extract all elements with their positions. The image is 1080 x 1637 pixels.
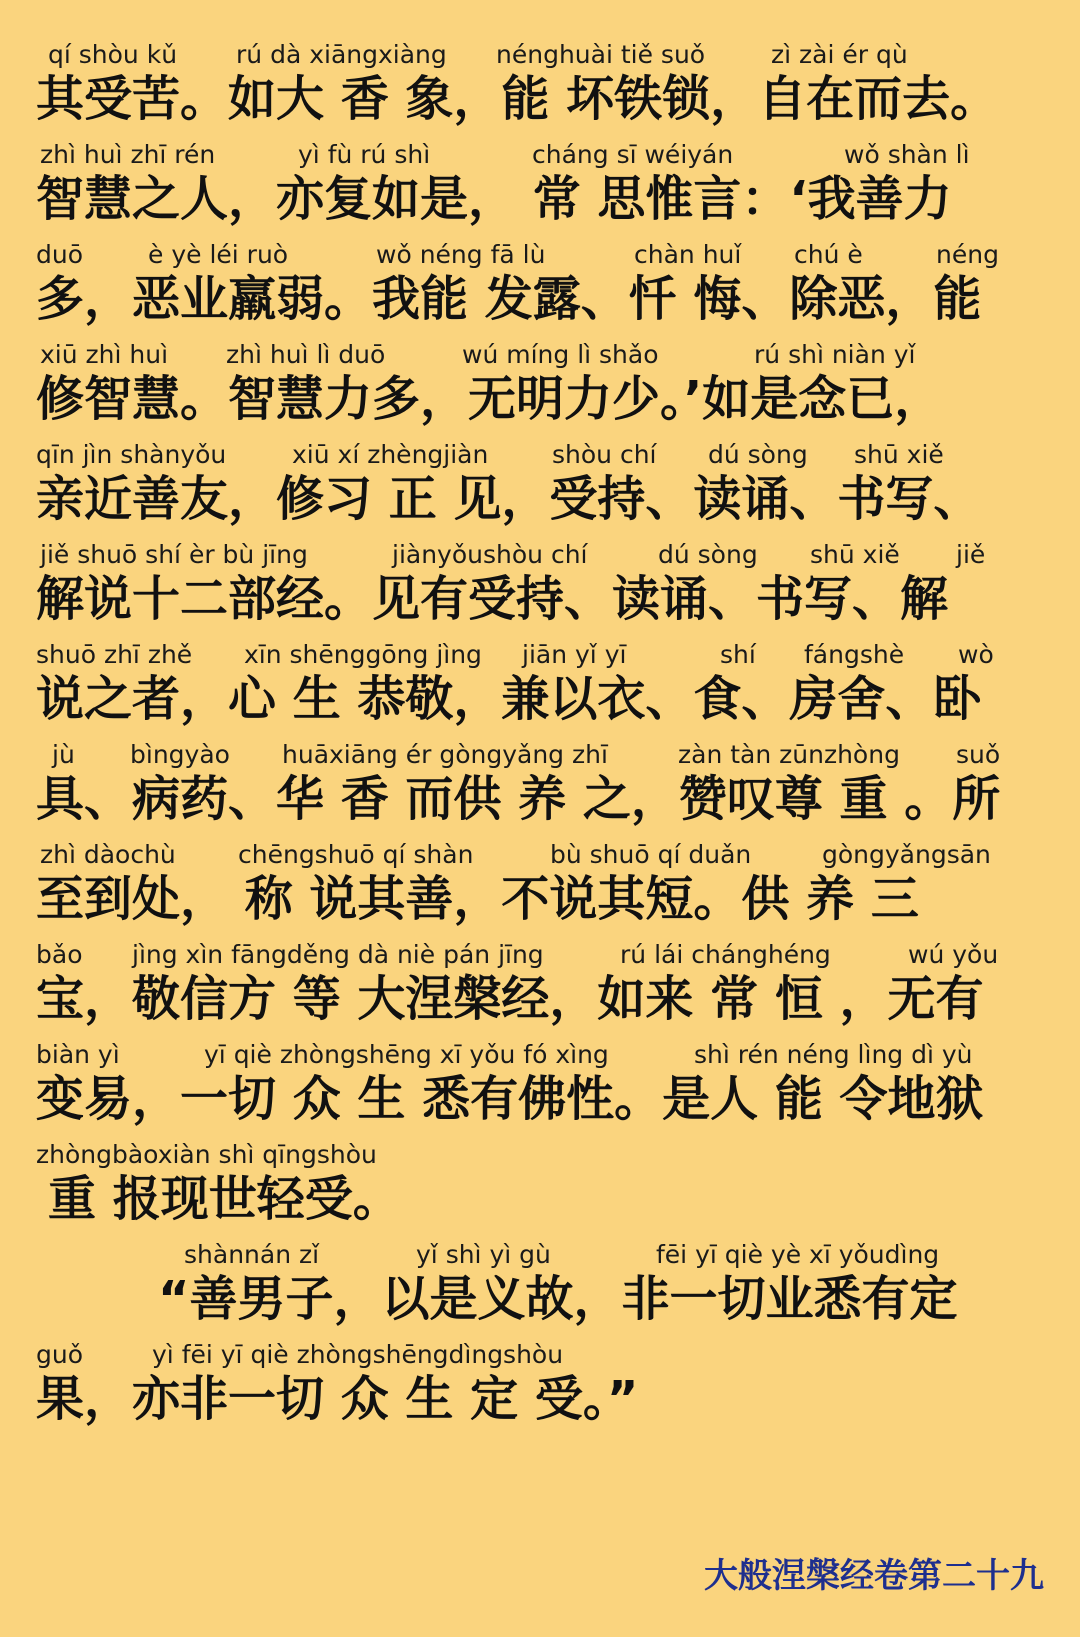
hanzi-line: 重 报现世轻受。	[48, 1171, 401, 1227]
pinyin-segment: xīn shēnggōng jìng	[244, 640, 482, 669]
pinyin-segment: zì zài ér qù	[771, 40, 908, 69]
hanzi-line: 多，恶业羸弱。我能 发露、忏 悔、除恶，能	[36, 271, 982, 327]
hanzi-line: 至到处， 称 说其善，不说其短。供 养 三	[36, 871, 919, 927]
pinyin-segment: rú dà xiāngxiàng	[236, 40, 447, 69]
pinyin-segment: rú shì niàn yǐ	[754, 340, 916, 369]
text-line-8	[36, 740, 1046, 840]
hanzi-line: 解说十二部经。见有受持、读诵、书写、解	[36, 571, 949, 627]
sutra-title-footer: 大般涅槃经卷第二十九	[704, 1556, 1044, 1596]
pinyin-segment: guǒ	[36, 1340, 84, 1369]
pinyin-segment: zhì huì lì duō	[226, 340, 386, 369]
text-line-2	[36, 140, 1046, 240]
pinyin-segment: yì fù rú shì	[298, 140, 431, 169]
hanzi-line: 说之者，心 生 恭敬，兼以衣、食、房舍、卧	[36, 671, 982, 727]
pinyin-segment: duō	[36, 240, 84, 269]
pinyin-segment: shū xiě	[854, 440, 944, 469]
pinyin-segment: fēi yī qiè yè xī yǒudìng	[656, 1240, 940, 1269]
hanzi-line: 具、病药、华 香 而供 养 之，赞叹尊 重 。所	[36, 771, 1001, 827]
text-line-13	[36, 1240, 1046, 1340]
pinyin-segment: qīn jìn shànyǒu	[36, 440, 227, 469]
pinyin-segment: jù	[52, 740, 75, 769]
pinyin-segment: jiànyǒushòu chí	[392, 540, 588, 569]
pinyin-segment: yì fēi yī qiè zhòngshēngdìngshòu	[152, 1340, 564, 1369]
pinyin-segment: qí shòu kǔ	[48, 40, 178, 69]
pinyin-segment: bù shuō qí duǎn	[550, 840, 752, 869]
pinyin-segment: xiū zhì huì	[40, 340, 169, 369]
pinyin-segment: shí	[720, 640, 756, 669]
pinyin-segment: shì rén néng lìng dì yù	[694, 1040, 973, 1069]
pinyin-segment: cháng sī wéiyán	[532, 140, 734, 169]
hanzi-line: 智慧之人，亦复如是， 常 思惟言：‘我善力	[36, 171, 952, 227]
pinyin-segment: zàn tàn zūnzhòng	[678, 740, 900, 769]
pinyin-segment: jiě shuō shí èr bù jīng	[40, 540, 308, 569]
pinyin-segment: yī qiè zhòngshēng xī yǒu fó xìng	[204, 1040, 609, 1069]
pinyin-segment: shànnán zǐ	[184, 1240, 320, 1269]
pinyin-segment: zhòngbàoxiàn shì qīngshòu	[36, 1140, 377, 1169]
text-line-12	[36, 1140, 1046, 1240]
text-line-4	[36, 340, 1046, 440]
pinyin-segment: biàn yì	[36, 1040, 120, 1069]
text-line-7	[36, 640, 1046, 740]
hanzi-line: 果，亦非一切 众 生 定 受。”	[36, 1371, 639, 1427]
pinyin-segment: è yè léi ruò	[148, 240, 289, 269]
hanzi-line: 宝，敬信方 等 大涅槃经，如来 常 恒 ，无有	[36, 971, 984, 1027]
pinyin-segment: wú míng lì shǎo	[462, 340, 659, 369]
pinyin-segment: shuō zhī zhě	[36, 640, 193, 669]
text-line-5	[36, 440, 1046, 540]
pinyin-segment: shòu chí	[552, 440, 657, 469]
pinyin-segment: zhì dàochù	[40, 840, 176, 869]
text-line-9	[36, 840, 1046, 940]
pinyin-segment: wǒ shàn lì	[844, 140, 970, 169]
text-line-11	[36, 1040, 1046, 1140]
text-line-1	[36, 40, 1046, 140]
pinyin-segment: shū xiě	[810, 540, 900, 569]
text-line-6	[36, 540, 1046, 640]
pinyin-segment: wú yǒu	[908, 940, 999, 969]
pinyin-segment: huāxiāng ér gòngyǎng zhī	[282, 740, 608, 769]
pinyin-segment: chú è	[794, 240, 863, 269]
pinyin-segment: yǐ shì yì gù	[416, 1240, 551, 1269]
pinyin-segment: dú sòng	[708, 440, 808, 469]
pinyin-segment: jìng xìn fāngděng dà niè pán jīng	[132, 940, 544, 969]
pinyin-segment: wò	[958, 640, 994, 669]
text-line-14	[36, 1340, 1046, 1440]
hanzi-line: 修智慧。智慧力多，无明力少。’如是念已，	[36, 371, 943, 427]
text-line-3	[36, 240, 1046, 340]
pinyin-segment: bìngyào	[130, 740, 230, 769]
pinyin-segment: bǎo	[36, 940, 83, 969]
text-line-10	[36, 940, 1046, 1040]
pinyin-segment: jiān yǐ yī	[522, 640, 627, 669]
hanzi-line: 其受苦。如大 香 象，能 坏铁锁，自在而去。	[36, 71, 999, 127]
hanzi-line: 亲近善友，修习 正 见，受持、读诵、书写、	[36, 471, 982, 527]
pinyin-segment: nénghuài tiě suǒ	[496, 40, 706, 69]
pinyin-segment: jiě	[956, 540, 986, 569]
pinyin-segment: zhì huì zhī rén	[40, 140, 216, 169]
pinyin-segment: néng	[936, 240, 999, 269]
hanzi-line: 变易，一切 众 生 悉有佛性。是人 能 令地狱	[36, 1071, 984, 1127]
pinyin-segment: xiū xí zhèngjiàn	[292, 440, 489, 469]
pinyin-segment: wǒ néng fā lù	[376, 240, 546, 269]
pinyin-segment: dú sòng	[658, 540, 758, 569]
pinyin-segment: suǒ	[956, 740, 1001, 769]
pinyin-segment: chàn huǐ	[634, 240, 742, 269]
pinyin-segment: fángshè	[804, 640, 905, 669]
pinyin-segment: gòngyǎngsān	[822, 840, 991, 869]
pinyin-segment: rú lái chánghéng	[620, 940, 831, 969]
pinyin-segment: chēngshuō qí shàn	[238, 840, 474, 869]
hanzi-line: “善男子，以是义故，非一切业悉有定	[158, 1271, 958, 1327]
